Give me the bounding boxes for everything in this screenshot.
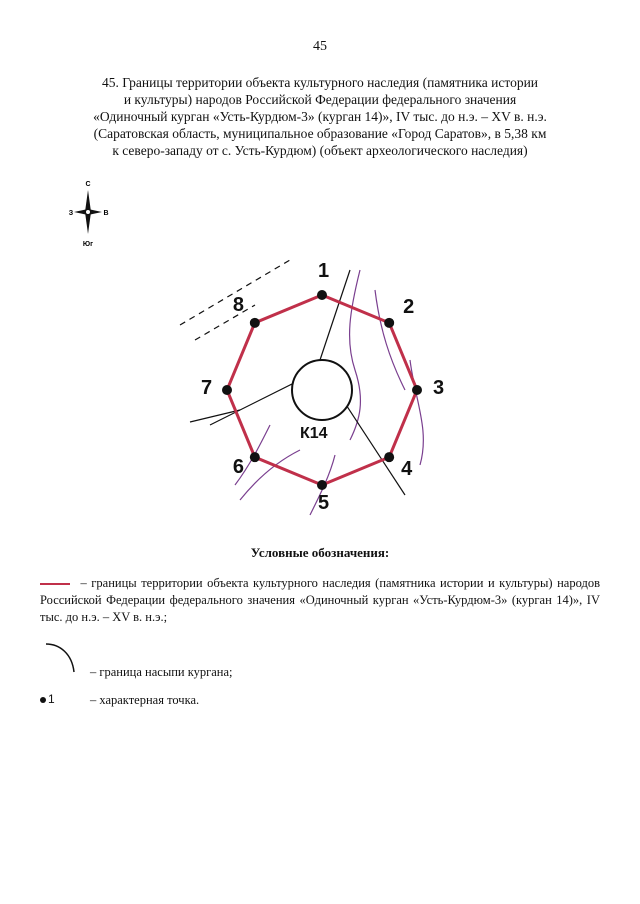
point-marker xyxy=(250,452,260,462)
mound-boundary-symbol-icon xyxy=(40,640,84,680)
title-line: к северо-западу от с. Усть-Курдюм) (объект археологического наследия) xyxy=(112,143,528,158)
compass-south: Юг xyxy=(82,241,94,248)
mound-label: К14 xyxy=(300,425,328,442)
compass-east: В xyxy=(103,210,109,217)
boundary-line-symbol xyxy=(40,583,70,585)
point-marker xyxy=(412,385,422,395)
point-label: 1 xyxy=(318,260,330,282)
compass-rose-icon xyxy=(64,178,112,248)
characteristic-point-symbol xyxy=(40,692,55,706)
legend-mound-item: – граница насыпи кургана; xyxy=(90,665,233,679)
point-label: 4 xyxy=(401,458,413,481)
point-label: 3 xyxy=(433,377,445,399)
compass-west: З xyxy=(68,210,74,217)
legend-boundary-item xyxy=(40,575,600,626)
point-label: 2 xyxy=(403,295,415,318)
mound-boundary xyxy=(292,360,352,420)
document-title xyxy=(40,74,600,159)
legend-boundary-text: – границы территории объекта культурного наследия (памятника истории и культуры) народов Российской Федерации федерального значения «Одиночный курган «Усть-Курдюм-3» (курган 14)», IV тыс. до н.э. – XV в. н.э.; xyxy=(40,576,600,624)
point-label: 7 xyxy=(201,377,213,399)
title-line: 45. Границы территории объекта культурного наследия (памятника истории xyxy=(101,75,539,90)
title-line: и культуры) народов Российской Федерации федерального значения xyxy=(123,92,517,107)
point-label: 6 xyxy=(232,456,244,479)
point-symbol-label: 1 xyxy=(48,692,55,706)
point-marker xyxy=(384,452,394,462)
title-line: (Саратовская область, муниципальное образование «Город Саратов», в 5,38 км xyxy=(93,126,547,141)
point-label: 5 xyxy=(318,492,330,514)
point-marker xyxy=(250,318,260,328)
point-label: 8 xyxy=(232,293,244,316)
point-marker xyxy=(384,318,394,328)
legend-heading: Условные обозначения: xyxy=(250,545,390,560)
point-marker xyxy=(317,290,327,300)
page-number: 45 xyxy=(313,39,327,54)
compass-north: С xyxy=(85,181,91,188)
point-marker xyxy=(222,385,232,395)
point-dot-icon xyxy=(40,697,46,703)
point-marker xyxy=(317,480,327,490)
legend-point-item: – характерная точка. xyxy=(90,693,200,707)
title-line: «Одиночный курган «Усть-Курдюм-3» (курган 14)», IV тыс. до н.э. – XV в. н.э. xyxy=(93,109,547,124)
site-map xyxy=(160,250,460,530)
